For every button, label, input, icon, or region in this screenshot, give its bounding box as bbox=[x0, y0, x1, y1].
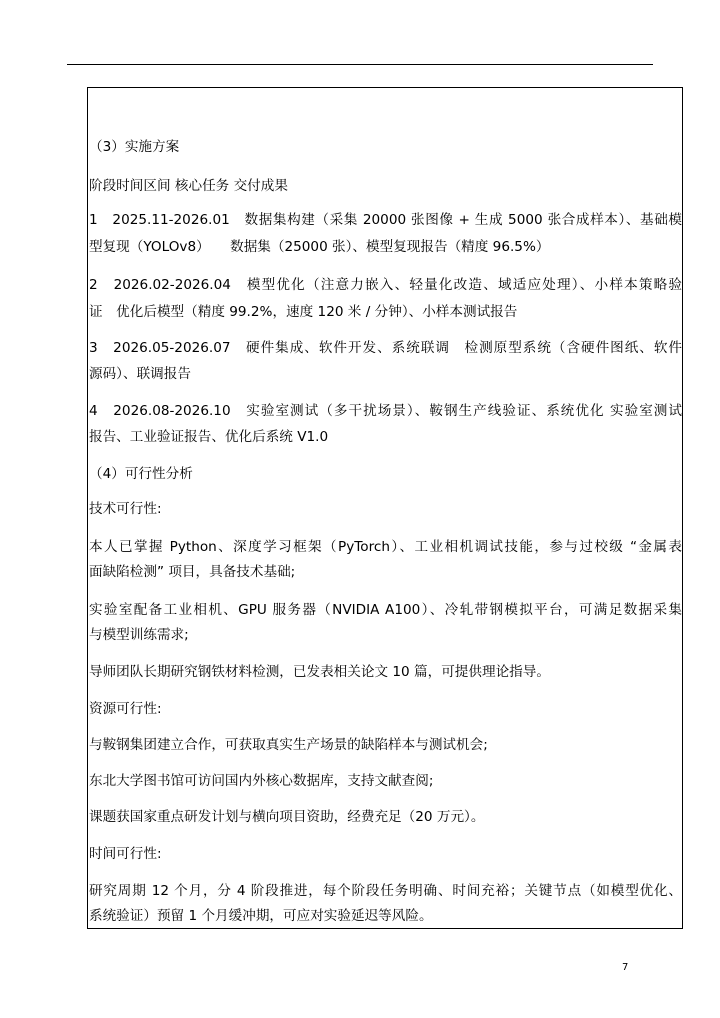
page-number: 7 bbox=[622, 962, 629, 973]
phase-table-header: 阶段时间区间 核心任务 交付成果 bbox=[89, 178, 288, 194]
phase4-line2: 报告、工业验证报告、优化后系统 V1.0 bbox=[89, 429, 329, 445]
header-rule bbox=[67, 64, 653, 65]
phase3-line2: 源码）、联调报告 bbox=[89, 366, 191, 382]
section4-heading: （4）可行性分析 bbox=[89, 466, 193, 482]
tech-p1-line1: 本人已掌握 Python、深度学习框架（PyTorch）、工业相机调试技能，参与过校级 “金属表 bbox=[89, 539, 682, 555]
phase4-line1: 4 2026.08-2026.10 实验室测试（多干扰场景）、鞍钢生产线验证、系统优化 实验室测试 bbox=[89, 403, 682, 419]
time-title: 时间可行性: bbox=[89, 846, 162, 862]
phase2-line2: 证 优化后模型（精度 99.2%，速度 120 米 / 分钟）、小样本测试报告 bbox=[89, 304, 518, 320]
phase3-line1: 3 2026.05-2026.07 硬件集成、软件开发、系统联调 检测原型系统（含硬件图纸、软件 bbox=[89, 340, 682, 356]
tech-p2-line2: 与模型训练需求; bbox=[89, 627, 189, 643]
phase2-line1: 2 2026.02-2026.04 模型优化（注意力嵌入、轻量化改造、域适应处理）、小样本策略验 bbox=[89, 277, 682, 293]
time-p1-line2: 系统验证）预留 1 个月缓冲期，可应对实验延迟等风险。 bbox=[89, 908, 433, 924]
resource-p3: 课题获国家重点研发计划与横向项目资助，经费充足（20 万元）。 bbox=[89, 809, 485, 825]
resource-p1: 与鞍钢集团建立合作，可获取真实生产场景的缺陷样本与测试机会; bbox=[89, 737, 488, 753]
section3-heading: （3）实施方案 bbox=[89, 139, 180, 155]
tech-title: 技术可行性: bbox=[89, 501, 162, 517]
phase1-line2: 型复现（YOLOv8） 数据集（25000 张）、模型复现报告（精度 96.5%） bbox=[89, 239, 550, 255]
resource-title: 资源可行性: bbox=[89, 701, 162, 717]
tech-p2-line1: 实验室配备工业相机、GPU 服务器（NVIDIA A100）、冷轧带钢模拟平台，可满足数据采集 bbox=[89, 602, 682, 618]
resource-p2: 东北大学图书馆可访问国内外核心数据库，支持文献查阅; bbox=[89, 773, 434, 789]
tech-p1-line2: 面缺陷检测” 项目，具备技术基础; bbox=[89, 564, 296, 580]
phase1-line1: 1 2025.11-2026.01 数据集构建（采集 20000 张图像 + 生成 5000 张合成样本）、基础模 bbox=[89, 212, 682, 228]
time-p1-line1: 研究周期 12 个月，分 4 阶段推进，每个阶段任务明确、时间充裕；关键节点（如模型优化、 bbox=[89, 883, 682, 899]
tech-p3: 导师团队长期研究钢铁材料检测，已发表相关论文 10 篇，可提供理论指导。 bbox=[89, 664, 550, 680]
